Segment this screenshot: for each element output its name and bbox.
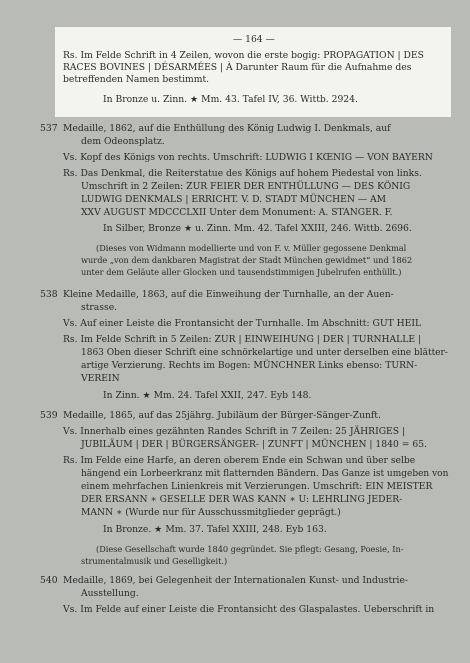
entry-line: XXV AUGUST MDCCCLXII Unter dem Monument: A. STANGER. F. — [81, 207, 393, 218]
entry-line: Rs. Im Felde Schrift in 5 Zeilen: ZUR | EINWEIHUNG | DER | TURNHALLE | — [63, 334, 422, 345]
entry-line: Rs. Das Denkmal, die Reiterstatue des Königs auf hohem Piedestal von links. — [63, 168, 422, 179]
entry-line: LUDWIG DENKMALS | ERRICHT. V. D. STADT MÜNCHEN — AM — [81, 194, 386, 205]
entry-line: hängend ein Lorbeerkranz mit flatternden Bändern. Das Ganze ist umgeben von — [81, 469, 449, 479]
entry-line: Vs. Innerhalb eines gezähnten Randes Schrift in 7 Zeilen: 25 JÄHRIGES | — [63, 426, 406, 437]
entry-line: Kleine Medaille, 1863, auf die Einweihung der Turnhalle, an der Auen- — [63, 289, 394, 300]
entry-line: DER ERSANN ∗ GESELLE DER WAS KANN ∗ U: LEHRLING JEDER- — [81, 494, 403, 505]
entry-number: 537 — [40, 123, 58, 134]
entry-line: Vs. Kopf des Königs von rechts. Umschrift: LUDWIG I KŒNIG — VON BAYERN — [63, 152, 433, 163]
entry-note: unter dem Geläute aller Glocken und tausendstimmigen Jubelrufen enthüllt.) — [81, 267, 402, 277]
top-entry-line: betreffenden Namen bestimmt. — [63, 74, 210, 85]
page-number: — 164 — — [233, 34, 275, 45]
entry-line: Medaille, 1862, auf die Enthüllung des König Ludwig I. Denkmals, auf — [63, 123, 391, 134]
entry-line: MANN ∗ (Wurde nur für Ausschussmitglieder geprägt.) — [81, 507, 341, 518]
entry-note: (Dieses von Widmann modellierte und von F. v. Müller gegossene Denkmal — [96, 243, 407, 253]
entry-summary: In Bronze. ★ Mm. 37. Tafel XXIII, 248. Eyb 163. — [103, 524, 327, 535]
entry-number: 538 — [40, 289, 58, 300]
entry-line: Vs. Im Felde auf einer Leiste die Frontansicht des Glaspalastes. Ueberschrift in — [63, 604, 435, 615]
entry-line: Medaille, 1869, bei Gelegenheit der Internationalen Kunst- und Industrie- — [63, 575, 409, 586]
entry-line: Umschrift in 2 Zeilen: ZUR FEIER DER ENTHÜLLUNG — DES KÖNIG — [81, 181, 411, 192]
entry-note: wurde „von dem dankbaren Magistrat der Stadt München gewidmet“ und 1862 — [81, 255, 413, 265]
entry-line: 1863 Oben dieser Schrift eine schnörkelartige und unter derselben eine blätter- — [81, 348, 448, 358]
entry-line: Rs. Im Felde eine Harfe, an deren oberem Ende ein Schwan und über selbe — [63, 455, 416, 466]
entry-number: 540 — [40, 575, 58, 586]
entry-line: einem mehrfachen Linienkreis mit Verzierungen. Umschrift: EIN MEISTER — [81, 481, 433, 492]
top-entry-line: RACES BOVINES | DÉSARMÉES | À Darunter Raum für die Aufnahme des — [63, 62, 412, 73]
entry-note: strumentalmusik und Geselligkeit.) — [81, 556, 228, 566]
entry-line: Ausstellung. — [81, 588, 139, 599]
entry-note: (Diese Gesellschaft wurde 1840 gegründet. Sie pflegt: Gesang, Poesie, In- — [96, 544, 404, 554]
entry-line: Medaille, 1865, auf das 25jährg. Jubiläum der Bürger-Sänger-Zunft. — [63, 410, 381, 421]
entry-line: strasse. — [81, 302, 118, 313]
entry-line: JUBILÄUM | DER | BÜRGERSÄNGER- | ZUNFT | MÜNCHEN | 1840 = 65. — [81, 439, 427, 450]
entry-number: 539 — [40, 410, 58, 421]
entry-summary: In Silber, Bronze ★ u. Zinn. Mm. 42. Tafel XXIII, 246. Wittb. 2696. — [103, 223, 412, 234]
entry-line: Vs. Auf einer Leiste die Frontansicht der Turnhalle. Im Abschnitt: GUT HEIL — [63, 318, 422, 329]
entry-summary: In Zinn. ★ Mm. 24. Tafel XXII, 247. Eyb 148. — [103, 390, 312, 401]
entry-line: dem Odeonsplatz. — [81, 136, 165, 147]
entry-line: VEREIN — [81, 373, 120, 384]
entry-line: artige Verzierung. Rechts im Bogen: MÜNCHNER Links ebenso: TURN- — [81, 360, 418, 371]
top-entry-summary: In Bronze u. Zinn. ★ Mm. 43. Tafel IV, 36. Wittb. 2924. — [103, 94, 358, 105]
top-entry-line: Rs. Im Felde Schrift in 4 Zeilen, wovon die erste bogig: PROPAGATION | DES — [63, 50, 424, 61]
